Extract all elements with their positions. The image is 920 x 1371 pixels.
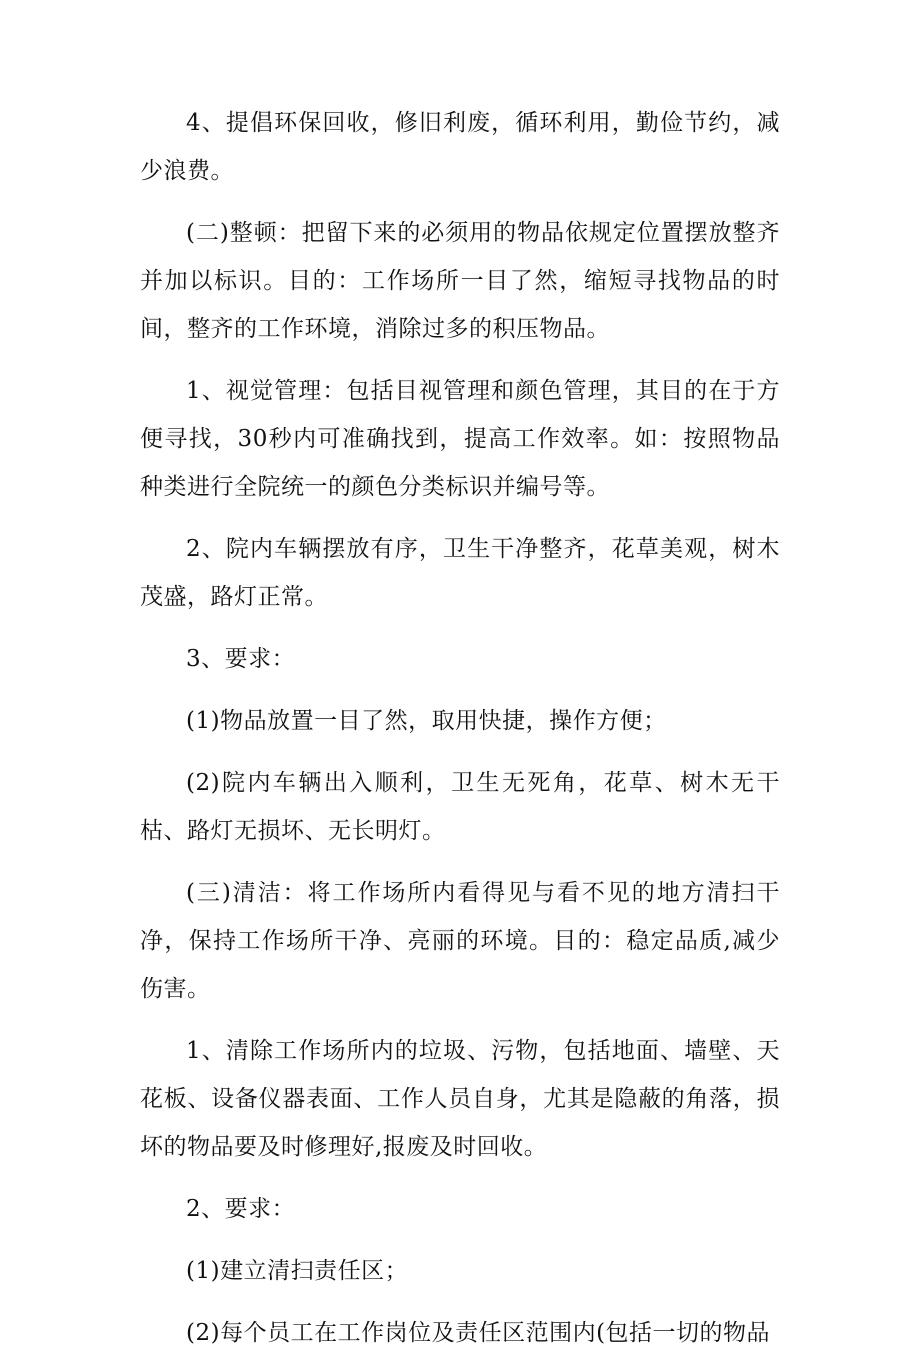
paragraph-clean-workplace: 1、清除工作场所内的垃圾、污物，包括地面、墙壁、天花板、设备仪器表面、工作人员自身，尤其是隐蔽的角落，损坏的物品要及时修理好,报废及时回收。: [140, 1038, 780, 1160]
paragraph-vehicle-parking: 2、院内车辆摆放有序，卫生干净整齐，花草美观，树木茂盛，路灯正常。: [140, 536, 780, 610]
document-page: [140, 99, 780, 1371]
paragraph-requirement-1: (1)物品放置一目了然，取用快捷，操作方便；: [186, 708, 667, 734]
paragraph-cleaning-requirements-heading: 2、要求：: [186, 1196, 296, 1222]
paragraph-requirement-2: (2)院内车辆出入顺利，卫生无死角，花草、树木无干枯、路灯无损坏、无长明灯。: [140, 770, 780, 844]
paragraph-visual-management: 1、视觉管理：包括目视管理和颜色管理，其目的在于方便寻找，30秒内可准确找到，提高工作效率。如：按照物品种类进行全院统一的颜色分类标识并编号等。: [140, 378, 780, 500]
paragraph-recycling: 4、提倡环保回收，修旧利废，循环利用，勤俭节约，减少浪费。: [140, 110, 780, 184]
paragraph-cleaning-requirement-2: (2)每个员工在工作岗位及责任区范围内(包括一切的物品: [186, 1320, 771, 1346]
paragraph-section-3-cleaning: (三)清洁：将工作场所内看得见与看不见的地方清扫干净，保持工作场所干净、亮丽的环境。目的：稳定品质,减少伤害。: [140, 880, 780, 1002]
paragraph-requirements-heading: 3、要求：: [186, 646, 296, 672]
paragraph-cleaning-requirement-1: (1)建立清扫责任区；: [186, 1258, 409, 1284]
paragraph-section-2-arrangement: (二)整顿：把留下来的必须用的物品依规定位置摆放整齐并加以标识。目的：工作场所一目了然，缩短寻找物品的时间，整齐的工作环境，消除过多的积压物品。: [140, 220, 780, 342]
